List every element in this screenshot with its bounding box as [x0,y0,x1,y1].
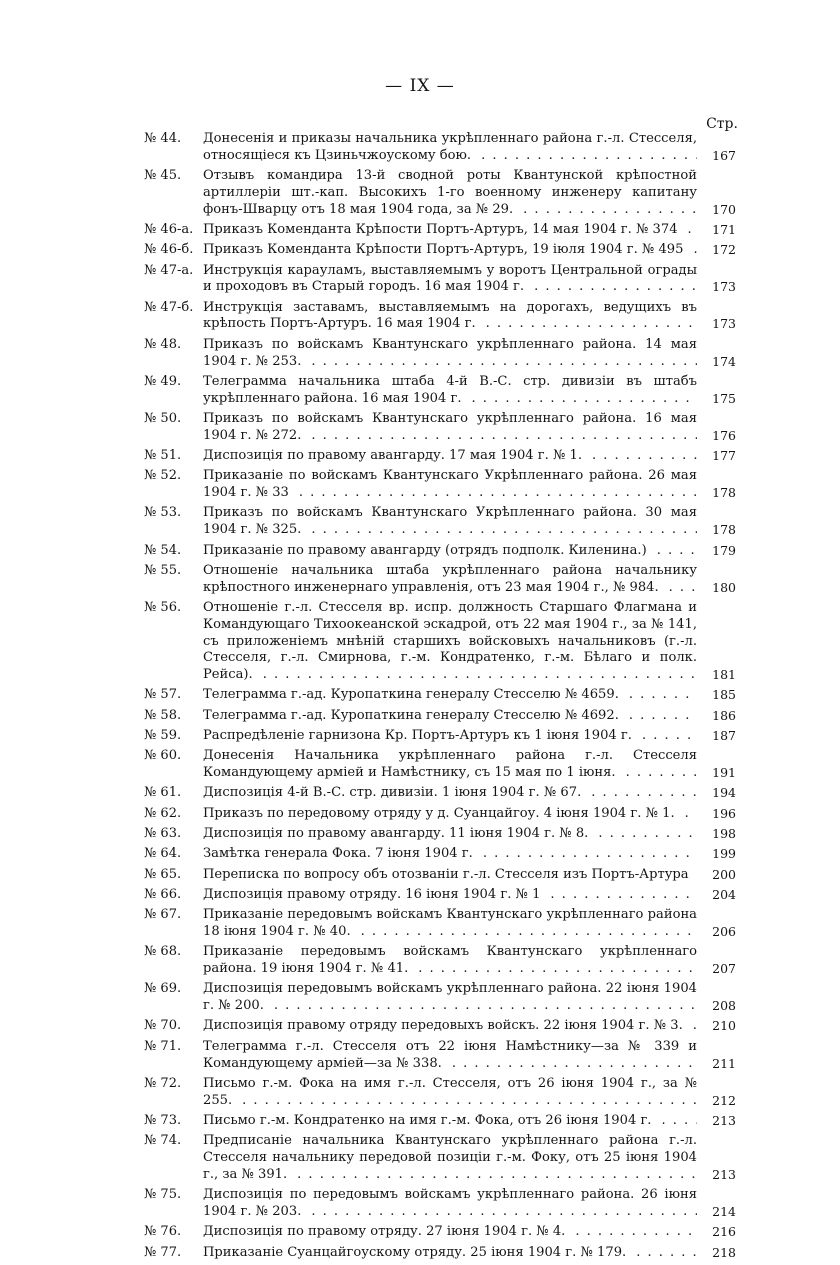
entry-page-number: 214 [712,1203,736,1219]
entry-title: Телеграмма г.-ад. Куропаткина генералу Стесселю № 4659. [203,687,625,702]
entry-body [203,300,697,334]
toc-entry [0,1076,840,1110]
entry-page-number: 167 [712,147,736,163]
entry-page-number: 181 [712,667,736,683]
entry-title: Диспозиція правому отряду. 16 іюня 1904 г. № 1 [203,887,546,902]
entry-title: Письмо г.-м. Кондратенко на имя г.-м. Фока, отъ 26 іюня 1904 г. [203,1113,657,1128]
entry-page-number: 213 [712,1166,736,1182]
toc-entry [0,748,840,782]
toc-entry [0,887,840,904]
entry-number: № 60. [144,748,182,764]
toc-entry [0,1187,840,1221]
toc-entry [0,1245,840,1262]
entry-title: Отношеніе г.-л. Стесселя вр. испр. должность Старшаго Флагмана и Командующаго Тихоокеанской эскадрой, отъ 22 мая 1904 г., за № 141, съ приложеніемъ мнѣній старшихъ войсковыхъ начальниковъ (г.-л. Стесселя, г.-л. Смирнова, г.-м. Кондратенко, г.-м. Бѣлаго и полк. Рейса). [203,599,697,683]
toc-entry [0,468,840,502]
entry-number: № 58. [144,707,182,723]
toc-entry [0,543,840,560]
entry-number: № 73. [144,1112,182,1128]
entry-page-number: 196 [712,805,736,821]
entry-title: Отношеніе начальника штаба укрѣпленнаго района начальнику крѣпостного инженернаго управленія, отъ 23 мая 1904 г., № 984. [203,562,697,595]
entry-page-number: 194 [712,785,736,801]
entry-number: № 64. [144,846,182,862]
entry-title: Донесенія Начальника укрѣпленнаго района г.-л. Стесселя Командующему арміей и Намѣстнику, съ 15 мая по 1 іюня. [203,748,697,781]
entry-body [203,263,697,297]
entry-body [203,981,697,1015]
entry-body [203,563,697,597]
entry-body [203,505,697,539]
toc-entry [0,222,840,239]
toc-entry [0,846,840,863]
entry-number: № 48. [144,336,182,352]
entry-number: № 54. [144,542,182,558]
page-header: — IX — [385,76,455,96]
entry-title: Приказаніе передовымъ войскамъ Квантунскаго укрѣпленнаго района. 19 іюня 1904 г. № 41. [203,944,697,977]
entry-page-number: 212 [712,1092,736,1108]
entry-title: Диспозиція по передовымъ войскамъ укрѣпленнаго района. 26 іюня 1904 г. № 203. [203,1187,697,1219]
toc-entry [0,785,840,802]
entry-title: Письмо г.-м. Фока на имя г.-л. Стесселя, отъ 26 іюня 1904 г., за № 255. [203,1075,697,1108]
toc-entry [0,728,840,745]
entry-number: № 53. [144,505,182,521]
entry-title: Инструкція заставамъ, выставляемымъ на дорогахъ, ведущихъ въ крѣпость Портъ-Артуръ. 16 мая 1904 г. [203,299,697,332]
entry-number: № 55. [144,562,182,578]
entry-body [203,411,697,445]
entry-body [203,222,697,239]
entry-body [203,131,697,165]
entry-page-number: 200 [712,866,736,882]
entry-title: Диспозиція передовымъ войскамъ укрѣпленнаго района. 22 іюня 1904 г. № 200. [203,981,697,1014]
entry-page-number: 187 [712,728,736,743]
toc-entry [0,907,840,941]
entry-body [203,337,697,371]
entry-title: Приказъ Коменданта Крѣпости Портъ-Артуръ, 14 мая 1904 г. № 374 [203,222,684,237]
entry-title: Замѣтка генерала Фока. 7 іюня 1904 г. [203,846,479,861]
entry-number: № 74. [144,1133,182,1149]
entry-page-number: 177 [712,448,736,464]
entry-page-number: 185 [712,687,736,703]
entry-page-number: 208 [712,998,736,1014]
entry-body [203,708,697,725]
entry-number: № 44. [144,131,182,146]
entry-page-number: 210 [712,1018,736,1034]
entry-number: № 65. [144,866,182,882]
toc-entry [0,687,840,704]
entry-title: Диспозиція по правому отряду. 27 іюня 1904 г. № 4. [203,1224,571,1239]
entry-page-number: 204 [712,886,736,902]
toc-entry [0,263,840,297]
entry-number: № 63. [144,825,182,841]
entry-body [203,168,697,218]
entry-body [203,468,697,502]
entry-number: № 46-а. [144,221,194,237]
entry-number: № 66. [144,886,182,902]
entry-body [203,448,697,465]
entry-body [203,887,697,904]
entry-title: Телеграмма г.-л. Стесселя отъ 22 іюня Намѣстнику—за № 339 и Командующему арміей—за № 338. [203,1038,697,1071]
entry-title: Приказъ по войскамъ Квантунскаго Укрѣпленнаго района. 30 мая 1904 г. № 325. [203,505,697,538]
entry-page-number: 173 [712,316,736,332]
entry-body [203,728,697,745]
entry-page-number: 173 [712,279,736,295]
entry-page-number: 211 [712,1055,736,1071]
entry-title: Телеграмма начальника штаба 4-й В.-С. стр. дивизіи въ штабъ укрѣпленнаго района. 16 мая 1904 г. [203,373,697,406]
entry-title: Приказаніе Суанцайгоускому отряду. 25 іюня 1904 г. № 179. [203,1245,632,1260]
entry-page-number: 199 [712,846,736,862]
entry-number: № 71. [144,1038,182,1054]
entry-body [203,374,697,408]
entry-body [203,1039,697,1073]
toc-entry [0,867,840,884]
entry-page-number: 216 [712,1224,736,1240]
entry-body [203,1187,697,1221]
entry-title: Телеграмма г.-ад. Куропаткина генералу Стесселю № 4692. [203,708,625,723]
toc-entry [0,1113,840,1130]
entry-number: № 61. [144,785,182,801]
entry-number: № 52. [144,468,182,484]
entry-page-number: 180 [712,579,736,595]
entry-number: № 72. [144,1075,182,1091]
entry-title: Приказъ Коменданта Крѣпости Портъ-Артуръ, 19 іюля 1904 г. № 495 [203,242,689,257]
entry-number: № 62. [144,805,182,821]
entry-number: № 49. [144,373,182,389]
toc-entry [0,242,840,259]
entry-page-number: 218 [712,1244,736,1260]
toc-entry [0,806,840,823]
entry-title: Приказъ по войскамъ Квантунскаго укрѣпленнаго района. 16 мая 1904 г. № 272. [203,410,697,443]
entry-body [203,1133,697,1183]
entry-number: № 67. [144,907,182,923]
entry-title: Переписка по вопросу объ отозваніи г.-л. Стесселя изъ Портъ-Артура [203,867,695,882]
entry-title: Отзывъ командира 13-й сводной роты Квантунской крѣпостной артиллеріи шт.-кап. Высокихъ 1-го военному инженеру капитану фонъ-Шварцу отъ 18 мая 1904 года, за № 29. [203,168,697,217]
entry-body [203,1018,697,1035]
entry-page-number: 213 [712,1112,736,1128]
toc-entry [0,563,840,597]
toc-entry [0,1133,840,1183]
entry-number: № 46-б. [144,242,194,258]
entry-page-number: 179 [712,542,736,558]
toc-entry [0,374,840,408]
entry-body [203,944,697,978]
entry-page-number: 198 [712,825,736,841]
page-column-label: Стр. [706,116,738,132]
entry-number: № 47-б. [144,299,194,315]
entry-number: № 75. [144,1187,182,1203]
entry-title: Диспозиція правому отряду передовыхъ войскъ. 22 іюня 1904 г. № 3. [203,1018,689,1033]
entry-title: Инструкція карауламъ, выставляемымъ у воротъ Центральной ограды и проходовъ въ Старый городъ. 16 мая 1904 г. [203,262,697,295]
toc-entry [0,1224,840,1241]
entry-body [203,600,697,684]
entry-number: № 45. [144,168,182,184]
toc-entry [0,448,840,465]
entry-page-number: 175 [712,390,736,406]
toc-entry [0,944,840,978]
entry-title: Диспозиція по правому авангарду. 17 мая 1904 г. № 1. [203,448,588,463]
entry-page-number: 191 [712,765,736,781]
toc-entry [0,337,840,371]
entry-body [203,785,697,802]
entry-body [203,242,697,259]
entry-body [203,1076,697,1110]
entry-number: № 68. [144,944,182,960]
entry-page-number: 178 [712,485,736,501]
entry-page-number: 172 [712,242,736,258]
entry-body [203,1224,697,1241]
toc-entry [0,131,840,165]
entry-body [203,748,697,782]
entry-page-number: 178 [712,522,736,538]
entry-number: № 57. [144,687,182,703]
entry-title: Приказаніе передовымъ войскамъ Квантунскаго укрѣпленнаго района 18 іюня 1904 г. № 40. [203,907,697,939]
entry-page-number: 174 [712,353,736,369]
toc-entry [0,505,840,539]
entry-number: № 50. [144,410,182,426]
entry-title: Предписаніе начальника Квантунскаго укрѣпленнаго района г.-л. Стесселя начальнику передовой позиціи г.-м. Фоку, отъ 25 іюня 1904 г., за № 391. [203,1133,697,1182]
entry-number: № 56. [144,599,182,615]
entry-body [203,846,697,863]
entry-number: № 76. [144,1224,182,1240]
entry-number: № 47-а. [144,262,194,278]
entry-page-number: 171 [712,221,736,237]
entry-body [203,806,697,823]
entry-title: Приказъ по войскамъ Квантунскаго укрѣпленнаго района. 14 мая 1904 г. № 253. [203,336,697,369]
entry-body [203,1113,697,1130]
table-of-contents [0,131,840,1265]
entry-body [203,826,697,843]
entry-page-number: 170 [712,201,736,217]
entry-title: Диспозиція 4-й В.-С. стр. дивизіи. 1 іюня 1904 г. № 67. [203,785,587,800]
toc-entry [0,168,840,218]
toc-entry [0,981,840,1015]
entry-page-number: 207 [712,961,736,977]
entry-title: Диспозиція по правому авангарду. 11 іюня 1904 г. № 8. [203,826,594,841]
entry-number: № 70. [144,1018,182,1034]
entry-page-number: 206 [712,923,736,939]
entry-title: Приказаніе по войскамъ Квантунскаго Укрѣпленнаго района. 26 мая 1904 г. № 33 [203,468,697,501]
entry-number: № 77. [144,1244,182,1260]
entry-title: Распредѣленіе гарнизона Кр. Портъ-Артуръ къ 1 іюня 1904 г. [203,728,638,743]
entry-title: Приказаніе по правому авангарду (отрядъ подполк. Киленина.) [203,543,653,558]
toc-entry [0,708,840,725]
toc-entry [0,1018,840,1035]
entry-title: Донесенія и приказы начальника укрѣпленнаго района г.-л. Стесселя, относящіеся къ Цзиньчжоускому бою. [203,131,697,163]
toc-entry [0,600,840,684]
entry-title: Приказъ по передовому отряду у д. Суанцайгоу. 4 іюня 1904 г. № 1. [203,806,681,821]
entry-page-number: 186 [712,707,736,723]
entry-page-number: 176 [712,427,736,443]
entry-body [203,1245,697,1262]
entry-body [203,543,697,560]
toc-entry [0,826,840,843]
entry-body [203,687,697,704]
entry-number: № 51. [144,448,182,464]
entry-number: № 59. [144,728,182,743]
entry-body [203,867,697,884]
toc-entry [0,300,840,334]
toc-entry [0,411,840,445]
toc-entry [0,1039,840,1073]
entry-body [203,907,697,941]
entry-number: № 69. [144,981,182,997]
